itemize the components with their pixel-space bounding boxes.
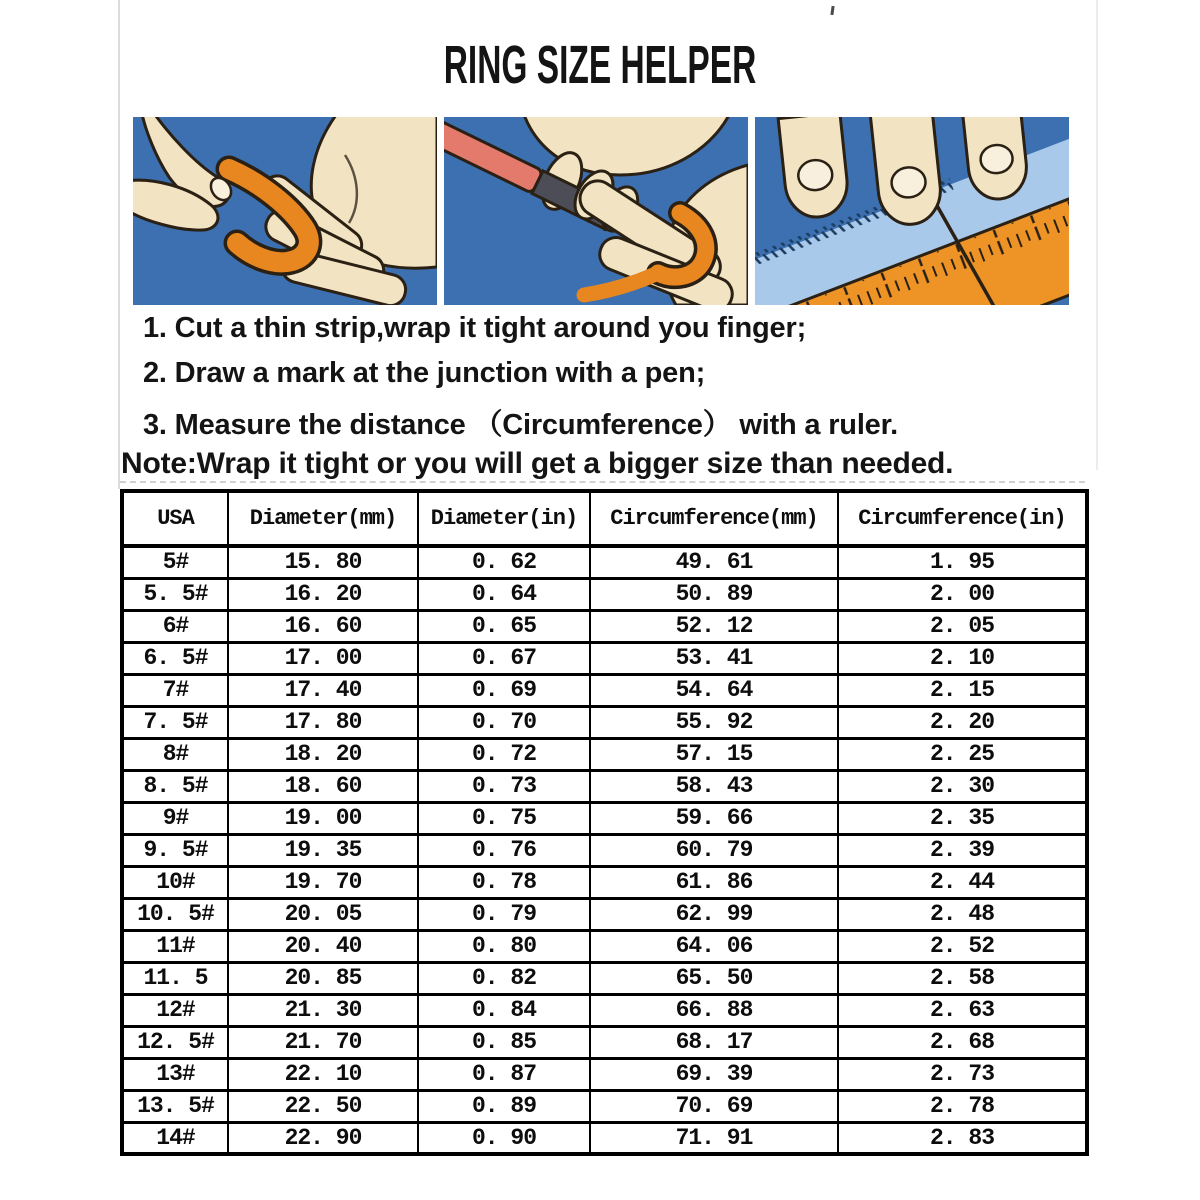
table-cell-1: 17. 00: [228, 642, 418, 674]
table-cell-4: 2. 35: [838, 802, 1087, 834]
table-cell-1: 19. 00: [228, 802, 418, 834]
table-cell-2: 0. 79: [418, 898, 590, 930]
table-cell-2: 0. 72: [418, 738, 590, 770]
table-cell-3: 54. 64: [590, 674, 838, 706]
table-cell-3: 66. 88: [590, 994, 838, 1026]
table-cell-1: 21. 30: [228, 994, 418, 1026]
table-row: [122, 642, 1087, 674]
table-cell-4: 2. 10: [838, 642, 1087, 674]
table-row: [122, 834, 1087, 866]
table-cell-1: 20. 40: [228, 930, 418, 962]
table-cell-0: 11. 5: [122, 962, 228, 994]
col-header-circumference-mm: Circumference(mm): [590, 491, 838, 546]
table-cell-2: 0. 73: [418, 770, 590, 802]
table-cell-1: 19. 70: [228, 866, 418, 898]
table-cell-0: 13#: [122, 1058, 228, 1090]
table-cell-0: 8#: [122, 738, 228, 770]
table-cell-4: 2. 00: [838, 578, 1087, 610]
table-cell-2: 0. 67: [418, 642, 590, 674]
table-cell-4: 2. 52: [838, 930, 1087, 962]
table-cell-1: 22. 90: [228, 1122, 418, 1154]
table-cell-2: 0. 75: [418, 802, 590, 834]
instruction-step-1: 1. Cut a thin strip,wrap it tight around you finger;: [143, 312, 807, 344]
table-cell-4: 2. 30: [838, 770, 1087, 802]
page-title: RING SIZE HELPER: [443, 35, 757, 95]
table-cell-0: 9. 5#: [122, 834, 228, 866]
table-row: [122, 1026, 1087, 1058]
table-cell-0: 7#: [122, 674, 228, 706]
col-header-diameter-mm: Diameter(mm): [228, 491, 418, 546]
table-cell-0: 6#: [122, 610, 228, 642]
table-cell-3: 60. 79: [590, 834, 838, 866]
table-cell-1: 16. 20: [228, 578, 418, 610]
table-cell-4: 2. 15: [838, 674, 1087, 706]
table-cell-0: 10#: [122, 866, 228, 898]
table-cell-1: 20. 85: [228, 962, 418, 994]
table-row: [122, 1058, 1087, 1090]
scan-artifact: [830, 6, 834, 15]
table-cell-3: 59. 66: [590, 802, 838, 834]
table-cell-4: 2. 39: [838, 834, 1087, 866]
table-cell-2: 0. 78: [418, 866, 590, 898]
ring-size-table: [120, 489, 1089, 1156]
table-cell-4: 2. 73: [838, 1058, 1087, 1090]
table-cell-1: 17. 80: [228, 706, 418, 738]
table-row: [122, 994, 1087, 1026]
table-cell-0: 7. 5#: [122, 706, 228, 738]
table-row: [122, 546, 1087, 578]
instruction-note: Note:Wrap it tight or you will get a bigger size than needed.: [121, 447, 954, 480]
table-cell-3: 49. 61: [590, 546, 838, 578]
table-cell-4: 2. 68: [838, 1026, 1087, 1058]
table-cell-2: 0. 70: [418, 706, 590, 738]
table-cell-0: 5#: [122, 546, 228, 578]
table-cell-3: 57. 15: [590, 738, 838, 770]
table-cell-0: 10. 5#: [122, 898, 228, 930]
illustration-wrap-strip-image: [133, 117, 437, 305]
illustration-mark-pen-image: [444, 117, 748, 305]
table-row: [122, 1122, 1087, 1154]
table-cell-0: 6. 5#: [122, 642, 228, 674]
table-cell-2: 0. 85: [418, 1026, 590, 1058]
table-row: [122, 578, 1087, 610]
table-cell-2: 0. 90: [418, 1122, 590, 1154]
table-cell-3: 53. 41: [590, 642, 838, 674]
table-row: [122, 802, 1087, 834]
dashed-separator: [120, 481, 1085, 483]
table-cell-4: 2. 63: [838, 994, 1087, 1026]
table-cell-2: 0. 80: [418, 930, 590, 962]
table-cell-3: 71. 91: [590, 1122, 838, 1154]
page-right-rule: [1096, 0, 1098, 470]
instruction-step-3: 3. Measure the distance （Circumference） with a ruler.: [143, 409, 898, 441]
table-row: [122, 770, 1087, 802]
table-row: [122, 706, 1087, 738]
col-header-usa: USA: [122, 491, 228, 546]
table-cell-0: 12. 5#: [122, 1026, 228, 1058]
table-cell-3: 69. 39: [590, 1058, 838, 1090]
table-cell-4: 2. 44: [838, 866, 1087, 898]
illustration-strip: [133, 117, 1069, 305]
table-cell-0: 12#: [122, 994, 228, 1026]
ring-size-table-body: [122, 546, 1087, 1154]
table-row: [122, 1090, 1087, 1122]
table-cell-1: 17. 40: [228, 674, 418, 706]
table-cell-2: 0. 89: [418, 1090, 590, 1122]
table-cell-2: 0. 84: [418, 994, 590, 1026]
table-row: [122, 738, 1087, 770]
table-cell-1: 16. 60: [228, 610, 418, 642]
table-row: [122, 898, 1087, 930]
table-cell-1: 15. 80: [228, 546, 418, 578]
table-cell-1: 20. 05: [228, 898, 418, 930]
table-row: [122, 866, 1087, 898]
table-cell-3: 64. 06: [590, 930, 838, 962]
table-cell-3: 55. 92: [590, 706, 838, 738]
table-cell-1: 18. 20: [228, 738, 418, 770]
table-cell-2: 0. 65: [418, 610, 590, 642]
table-cell-4: 2. 78: [838, 1090, 1087, 1122]
table-cell-4: 2. 20: [838, 706, 1087, 738]
table-cell-2: 0. 82: [418, 962, 590, 994]
table-cell-4: 2. 58: [838, 962, 1087, 994]
col-header-diameter-in: Diameter(in): [418, 491, 590, 546]
page-left-rule: [118, 0, 120, 489]
table-cell-2: 0. 69: [418, 674, 590, 706]
table-cell-1: 21. 70: [228, 1026, 418, 1058]
table-cell-0: 9#: [122, 802, 228, 834]
table-cell-0: 8. 5#: [122, 770, 228, 802]
table-cell-3: 58. 43: [590, 770, 838, 802]
table-cell-0: 13. 5#: [122, 1090, 228, 1122]
table-cell-4: 2. 05: [838, 610, 1087, 642]
table-cell-3: 61. 86: [590, 866, 838, 898]
instruction-step-2: 2. Draw a mark at the junction with a pen;: [143, 357, 706, 389]
table-cell-0: 11#: [122, 930, 228, 962]
illustration-measure-ruler-image: [755, 117, 1069, 305]
table-cell-3: 62. 99: [590, 898, 838, 930]
table-row: [122, 674, 1087, 706]
table-cell-4: 2. 25: [838, 738, 1087, 770]
table-row: [122, 930, 1087, 962]
table-cell-2: 0. 64: [418, 578, 590, 610]
table-row: [122, 962, 1087, 994]
table-cell-4: 1. 95: [838, 546, 1087, 578]
table-cell-3: 65. 50: [590, 962, 838, 994]
table-cell-3: 50. 89: [590, 578, 838, 610]
table-cell-2: 0. 76: [418, 834, 590, 866]
table-header-row: [122, 491, 1087, 546]
table-cell-2: 0. 87: [418, 1058, 590, 1090]
table-cell-3: 52. 12: [590, 610, 838, 642]
col-header-circumference-in: Circumference(in): [838, 491, 1087, 546]
table-cell-3: 68. 17: [590, 1026, 838, 1058]
table-cell-0: 14#: [122, 1122, 228, 1154]
table-cell-4: 2. 83: [838, 1122, 1087, 1154]
table-cell-1: 18. 60: [228, 770, 418, 802]
table-cell-2: 0. 62: [418, 546, 590, 578]
table-cell-4: 2. 48: [838, 898, 1087, 930]
table-cell-1: 22. 10: [228, 1058, 418, 1090]
table-row: [122, 610, 1087, 642]
table-cell-1: 22. 50: [228, 1090, 418, 1122]
table-cell-0: 5. 5#: [122, 578, 228, 610]
table-cell-1: 19. 35: [228, 834, 418, 866]
table-cell-3: 70. 69: [590, 1090, 838, 1122]
